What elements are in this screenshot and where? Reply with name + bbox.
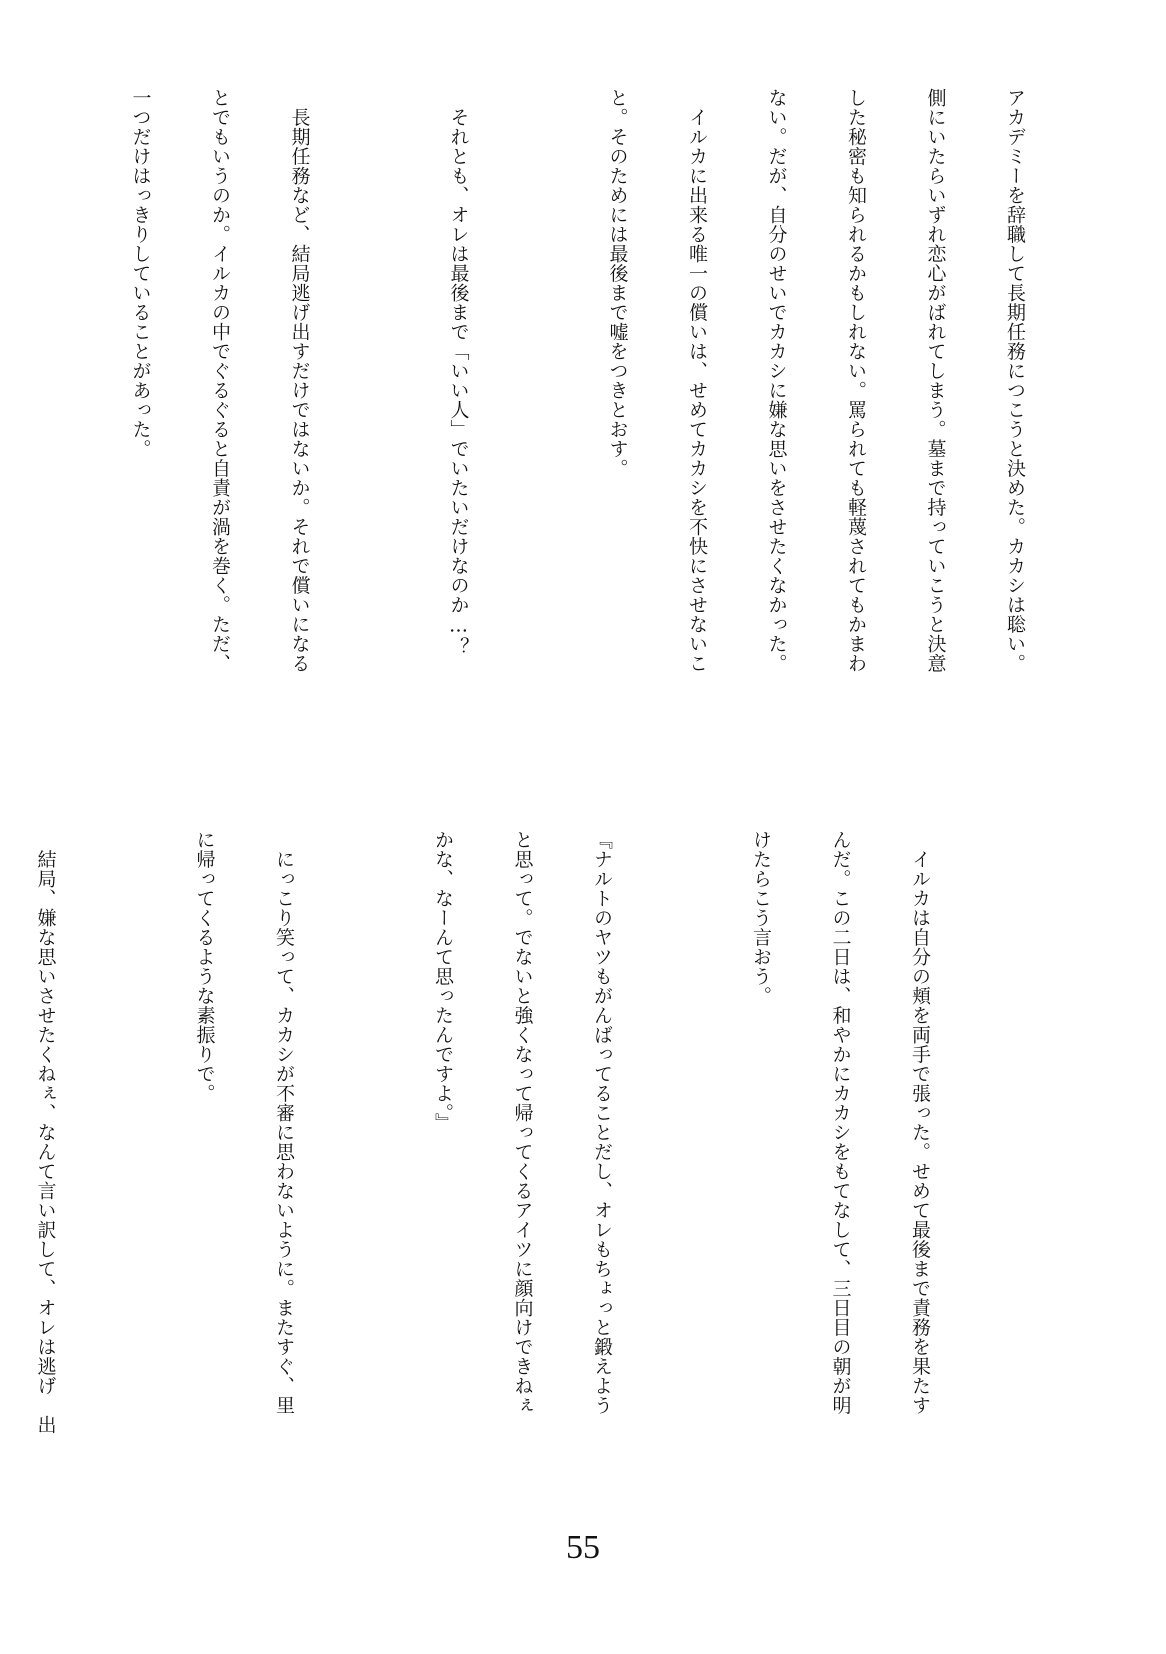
text-line: アカデミーを辞職して長期任務につこうと決めた。カカシは聡い。 — [1004, 88, 1026, 673]
upper-text-block — [0, 88, 1081, 778]
text-line: イルカに出来る唯一の償いは、せめてカカシを不快にさせないこ — [686, 88, 708, 673]
blank-line — [668, 830, 695, 1520]
text-line: それとも、オレは最後まで「いい人」でいたいだけなのか…？ — [447, 88, 470, 657]
blank-line — [350, 830, 377, 1520]
blank-line — [48, 88, 75, 778]
text-line: 側にいたらいずれ恋心がばれてしまう。墓まで持っていこうと決意 — [924, 88, 947, 673]
blank-line — [366, 88, 393, 778]
page-number: 55 — [566, 1529, 600, 1566]
text-line: ない。だが、自分のせいでカカシに嫌な思いをさせたくなかった。 — [765, 88, 788, 673]
text-line: 一つだけはっきりしていることがあった。 — [129, 88, 152, 459]
text-line: にっこり笑って、カカシが不審に思わないように。またすぐ、里 — [273, 830, 295, 1415]
text-line: と思って。でないと強くなって帰ってくるアイツに顔向けできねぇ — [511, 830, 534, 1415]
blank-line — [112, 830, 139, 1520]
text-line: イルカは自分の頬を両手で張った。せめて最後まで責務を果たす — [909, 830, 931, 1415]
text-line: に帰ってくるような素振りで。 — [193, 830, 216, 1103]
text-line: と。そのためには最後まで嘘をつきとおす。 — [606, 88, 629, 478]
lower-text-block — [0, 830, 986, 1520]
text-line: 『ナルトのヤツもがんばってることだし、オレもちょっと鍛えよう — [591, 830, 613, 1415]
text-line: 長期任務など、結局逃げ出すだけではないか。それで償いになる — [288, 88, 311, 673]
text-line: 結局、嫌な思いさせたくねぇ、なんて言い訳して、オレは逃げ 出 — [34, 830, 57, 1435]
text-line: んだ。この二日は、和やかにカカシをもてなして、三日目の朝が明 — [829, 830, 852, 1415]
text-line: とでもいうのか。イルカの中でぐるぐると自責が渦を巻く。ただ、 — [209, 88, 231, 673]
text-line: かな、なーんて思ったんですよ。』 — [432, 830, 454, 1133]
text-line: した秘密も知られるかもしれない。罵られても軽蔑されてもかまわ — [845, 88, 867, 673]
blank-line — [525, 88, 552, 778]
text-line: けたらこう言おう。 — [750, 830, 772, 1006]
